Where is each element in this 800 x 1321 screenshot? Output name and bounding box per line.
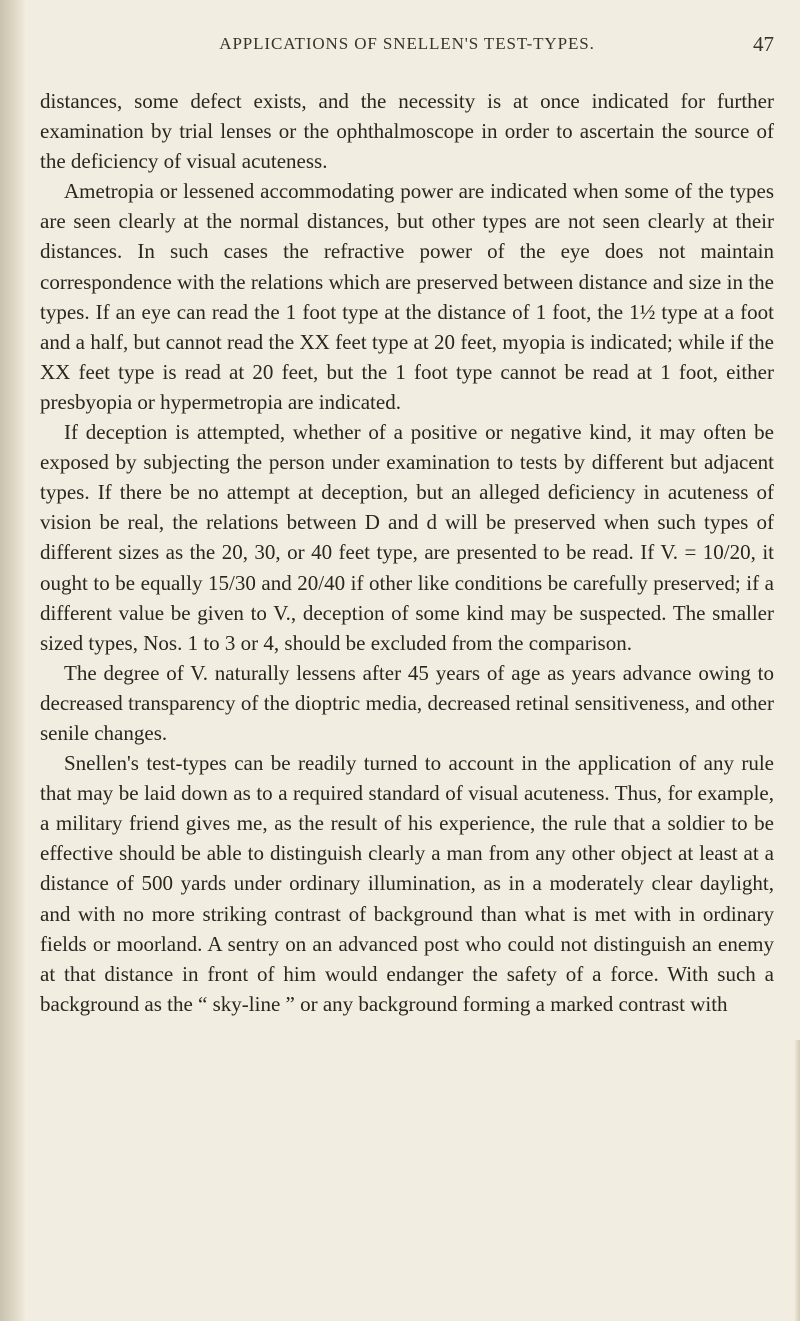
page-gutter-shadow [0, 0, 26, 1321]
paragraph-continued: distances, some defect exists, and the necessity is at once indicated for further examination by trial lenses or the ophthalmoscope in order to ascertain the source of the deficiency of visual acuteness. [40, 89, 774, 174]
page-edge-shadow [794, 1040, 800, 1321]
body-text [40, 86, 774, 1019]
running-head: APPLICATIONS OF SNELLEN'S TEST-TYPES. [219, 34, 595, 53]
paragraph-age: The degree of V. naturally lessens after 45 years of age as years advance owing to decreased transparency of the dioptric media, decreased retinal sensitiveness, and other senile changes. [40, 660, 774, 745]
paragraph-deception: If deception is attempted, whether of a positive or negative kind, it may often be exposed by subjecting the person under examination to tests by different but adjacent types. If there be no attempt at deception, but an alleged deficiency in acuteness of vision be real, the relations between D and d will be preserved when such types of different sizes as the 20, 30, or 40 feet type, are presented to be read. If V. = 10/20, it ought to be equally 15/30 and 20/40 if other like conditions be carefully preserved; if a different value be given to V., deception of some kind may be suspected. The smaller sized types, Nos. 1 to 3 or 4, should be excluded from the comparison. [40, 420, 774, 655]
paragraph-ametropia: Ametropia or lessened accommodating power are indicated when some of the types are seen clearly at the normal distances, but other types are not seen clearly at their distances. In such cases the refractive power of the eye does not maintain correspondence with the relations which are preserved between distance and size in the types. If an eye can read the 1 foot type at the distance of 1 foot, the 1½ type at a foot and a half, but cannot read the XX feet type at 20 feet, myopia is indicated; while if the XX feet type is read at 20 feet, but the 1 foot type cannot be read at 1 foot, either presbyopia or hypermetropia are indicated. [40, 179, 774, 414]
page-header [40, 34, 774, 68]
paragraph-military-standard: Snellen's test-types can be readily turned to account in the application of any rule that may be laid down as to a required standard of visual acuteness. Thus, for example, a military friend gives me, as the result of his experience, the rule that a soldier to be effective should be able to distinguish clearly a man from any other object at least at a distance of 500 yards under ordinary illumination, as in a moderately clear daylight, and with no more striking contrast of background than what is met with in ordinary fields or moorland. A sentry on an advanced post who could not distinguish an enemy at that distance in front of him would endanger the safety of a force. With such a background as the “ sky-line ” or any background forming a marked contrast with [40, 751, 774, 1016]
page-number: 47 [753, 32, 774, 56]
